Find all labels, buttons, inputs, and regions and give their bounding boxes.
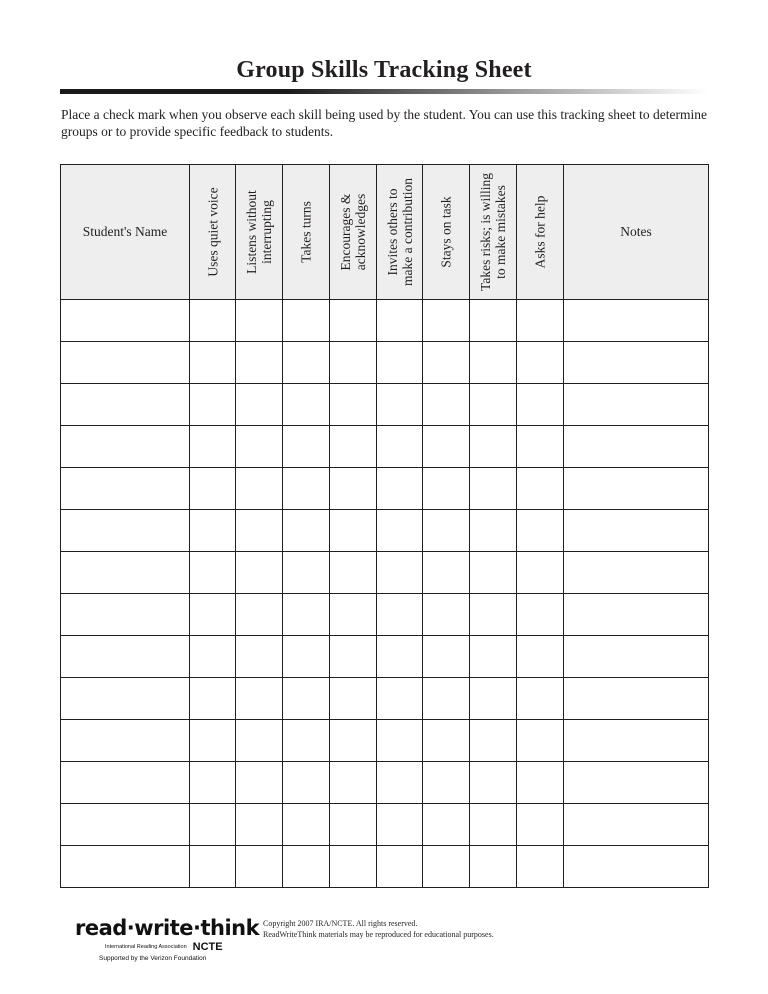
title-rule — [60, 89, 708, 94]
notes-cell[interactable] — [564, 510, 709, 552]
check-cell[interactable] — [190, 510, 236, 552]
student-name-cell[interactable] — [61, 384, 190, 426]
table-row — [61, 846, 709, 888]
check-cell[interactable] — [377, 594, 423, 636]
check-cell[interactable] — [423, 636, 470, 678]
check-cell[interactable] — [236, 594, 283, 636]
check-cell[interactable] — [517, 804, 564, 846]
ncte-logo-text: NCTE — [192, 941, 223, 953]
student-name-cell[interactable] — [61, 846, 190, 888]
check-cell[interactable] — [330, 594, 377, 636]
check-cell[interactable] — [236, 468, 283, 510]
check-cell[interactable] — [283, 342, 330, 384]
tracking-table — [60, 164, 709, 888]
check-cell[interactable] — [330, 846, 377, 888]
check-cell[interactable] — [330, 468, 377, 510]
student-name-cell[interactable] — [61, 594, 190, 636]
skill-header-label: Uses quiet voice — [205, 187, 220, 277]
check-cell[interactable] — [423, 762, 470, 804]
notes-cell[interactable] — [564, 594, 709, 636]
check-cell[interactable] — [423, 804, 470, 846]
check-cell[interactable] — [377, 300, 423, 342]
check-cell[interactable] — [330, 384, 377, 426]
check-cell[interactable] — [517, 762, 564, 804]
skill-header-quiet-voice — [190, 165, 236, 300]
check-cell[interactable] — [236, 636, 283, 678]
check-cell[interactable] — [377, 720, 423, 762]
check-cell[interactable] — [190, 636, 236, 678]
check-cell[interactable] — [423, 720, 470, 762]
notes-header: Notes — [564, 165, 709, 300]
notes-cell[interactable] — [564, 636, 709, 678]
check-cell[interactable] — [377, 426, 423, 468]
check-cell[interactable] — [377, 804, 423, 846]
check-cell[interactable] — [283, 510, 330, 552]
check-cell[interactable] — [283, 678, 330, 720]
check-cell[interactable] — [236, 804, 283, 846]
check-cell[interactable] — [330, 300, 377, 342]
check-cell[interactable] — [190, 300, 236, 342]
check-cell[interactable] — [283, 552, 330, 594]
check-cell[interactable] — [283, 846, 330, 888]
check-cell[interactable] — [190, 678, 236, 720]
check-cell[interactable] — [377, 762, 423, 804]
table-row — [61, 342, 709, 384]
check-cell[interactable] — [470, 804, 517, 846]
table-row — [61, 762, 709, 804]
check-cell[interactable] — [330, 636, 377, 678]
check-cell[interactable] — [423, 426, 470, 468]
check-cell[interactable] — [236, 678, 283, 720]
check-cell[interactable] — [470, 300, 517, 342]
table-row — [61, 636, 709, 678]
check-cell[interactable] — [470, 552, 517, 594]
skill-header-label: Takes turns — [298, 201, 314, 263]
check-cell[interactable] — [283, 804, 330, 846]
table-row — [61, 594, 709, 636]
logo-partners — [105, 941, 235, 953]
notes-cell[interactable] — [564, 846, 709, 888]
check-cell[interactable] — [236, 846, 283, 888]
check-cell[interactable] — [283, 720, 330, 762]
copyright-line: Copyright 2007 IRA/NCTE. All rights reserved. — [263, 919, 418, 928]
check-cell[interactable] — [330, 510, 377, 552]
table-row — [61, 384, 709, 426]
check-cell[interactable] — [517, 720, 564, 762]
skill-header-label: Takes risks; is willing to make mistakes — [478, 173, 508, 291]
check-cell[interactable] — [236, 762, 283, 804]
notes-cell[interactable] — [564, 552, 709, 594]
check-cell[interactable] — [330, 426, 377, 468]
check-cell[interactable] — [236, 426, 283, 468]
check-cell[interactable] — [517, 510, 564, 552]
skill-header-takes-risks — [470, 165, 517, 300]
student-name-cell[interactable] — [61, 720, 190, 762]
check-cell[interactable] — [517, 384, 564, 426]
check-cell[interactable] — [470, 720, 517, 762]
check-cell[interactable] — [283, 762, 330, 804]
check-cell[interactable] — [330, 762, 377, 804]
check-cell[interactable] — [236, 720, 283, 762]
table-row — [61, 468, 709, 510]
check-cell[interactable] — [470, 636, 517, 678]
notes-cell[interactable] — [564, 300, 709, 342]
skill-header-encourages — [330, 165, 377, 300]
check-cell[interactable] — [377, 846, 423, 888]
check-cell[interactable] — [190, 720, 236, 762]
student-name-header: Student's Name — [61, 165, 190, 300]
notes-cell[interactable] — [564, 678, 709, 720]
check-cell[interactable] — [377, 342, 423, 384]
check-cell[interactable] — [330, 804, 377, 846]
skill-header-listens — [236, 165, 283, 300]
table-row — [61, 300, 709, 342]
check-cell[interactable] — [190, 804, 236, 846]
check-cell[interactable] — [377, 468, 423, 510]
supported-by-text: Supported by the Verizon Foundation — [99, 955, 207, 962]
check-cell[interactable] — [190, 762, 236, 804]
check-cell[interactable] — [330, 552, 377, 594]
check-cell[interactable] — [190, 594, 236, 636]
check-cell[interactable] — [190, 552, 236, 594]
check-cell[interactable] — [517, 552, 564, 594]
student-name-cell[interactable] — [61, 636, 190, 678]
instructions-text: Place a check mark when you observe each skill being used by the student. You can use this tracking sheet to determine groups or to provide specific feedback to students. — [61, 107, 707, 139]
notes-cell[interactable] — [564, 342, 709, 384]
check-cell[interactable] — [423, 846, 470, 888]
student-name-cell[interactable] — [61, 300, 190, 342]
student-name-cell[interactable] — [61, 678, 190, 720]
check-cell[interactable] — [470, 342, 517, 384]
skill-header-asks-for-help — [517, 165, 564, 300]
check-cell[interactable] — [236, 300, 283, 342]
check-cell[interactable] — [236, 384, 283, 426]
check-cell[interactable] — [236, 552, 283, 594]
table-row — [61, 426, 709, 468]
check-cell[interactable] — [330, 678, 377, 720]
check-cell[interactable] — [517, 468, 564, 510]
ira-logo-text: International Reading Association — [105, 944, 187, 950]
header-row — [61, 165, 709, 300]
check-cell[interactable] — [517, 846, 564, 888]
check-cell[interactable] — [283, 594, 330, 636]
check-cell[interactable] — [377, 384, 423, 426]
check-cell[interactable] — [470, 468, 517, 510]
table-body — [61, 300, 709, 888]
check-cell[interactable] — [423, 468, 470, 510]
skill-header-label: Invites others to make a contribution — [384, 178, 415, 286]
check-cell[interactable] — [517, 594, 564, 636]
check-cell[interactable] — [470, 594, 517, 636]
check-cell[interactable] — [330, 342, 377, 384]
check-cell[interactable] — [470, 510, 517, 552]
check-cell[interactable] — [377, 636, 423, 678]
check-cell[interactable] — [423, 510, 470, 552]
page-title: Group Skills Tracking Sheet — [236, 57, 532, 83]
student-name-cell[interactable] — [61, 468, 190, 510]
check-cell[interactable] — [423, 552, 470, 594]
skill-header-invites-others — [377, 165, 423, 300]
check-cell[interactable] — [283, 384, 330, 426]
check-cell[interactable] — [423, 594, 470, 636]
skill-header-label: Asks for help — [532, 195, 548, 269]
table-row — [61, 510, 709, 552]
check-cell[interactable] — [517, 300, 564, 342]
check-cell[interactable] — [236, 510, 283, 552]
check-cell[interactable] — [377, 678, 423, 720]
check-cell[interactable] — [377, 510, 423, 552]
check-cell[interactable] — [236, 342, 283, 384]
notes-cell[interactable] — [564, 468, 709, 510]
check-cell[interactable] — [517, 342, 564, 384]
check-cell[interactable] — [283, 300, 330, 342]
student-name-cell[interactable] — [61, 804, 190, 846]
table-row — [61, 720, 709, 762]
reproduction-line: ReadWriteThink materials may be reproduced for educational purposes. — [263, 930, 494, 939]
check-cell[interactable] — [190, 384, 236, 426]
check-cell[interactable] — [283, 468, 330, 510]
skill-header-takes-turns — [283, 165, 330, 300]
table-row — [61, 678, 709, 720]
check-cell[interactable] — [190, 426, 236, 468]
check-cell[interactable] — [283, 636, 330, 678]
student-name-cell[interactable] — [61, 342, 190, 384]
student-name-cell[interactable] — [61, 426, 190, 468]
check-cell[interactable] — [377, 552, 423, 594]
student-name-cell[interactable] — [61, 552, 190, 594]
notes-cell[interactable] — [564, 426, 709, 468]
check-cell[interactable] — [517, 636, 564, 678]
check-cell[interactable] — [190, 342, 236, 384]
check-cell[interactable] — [330, 720, 377, 762]
skill-header-label: Listens without interrupting — [244, 190, 274, 274]
check-cell[interactable] — [470, 384, 517, 426]
check-cell[interactable] — [423, 300, 470, 342]
check-cell[interactable] — [470, 762, 517, 804]
check-cell[interactable] — [190, 846, 236, 888]
skill-header-stays-on-task — [423, 165, 470, 300]
check-cell[interactable] — [283, 426, 330, 468]
logo-wordmark: read·write·think — [75, 916, 260, 940]
check-cell[interactable] — [517, 678, 564, 720]
skill-header-label: Encourages & acknowledges — [338, 193, 368, 271]
skill-header-label: Stays on task — [438, 196, 454, 268]
readwritethink-logo — [75, 916, 260, 962]
notes-cell[interactable] — [564, 720, 709, 762]
check-cell[interactable] — [517, 426, 564, 468]
student-name-cell[interactable] — [61, 762, 190, 804]
check-cell[interactable] — [470, 426, 517, 468]
student-name-cell[interactable] — [61, 510, 190, 552]
check-cell[interactable] — [423, 384, 470, 426]
notes-cell[interactable] — [564, 384, 709, 426]
check-cell[interactable] — [470, 846, 517, 888]
copyright-notice — [263, 918, 494, 940]
check-cell[interactable] — [423, 342, 470, 384]
table-row — [61, 804, 709, 846]
check-cell[interactable] — [423, 678, 470, 720]
table-row — [61, 552, 709, 594]
check-cell[interactable] — [190, 468, 236, 510]
notes-cell[interactable] — [564, 762, 709, 804]
check-cell[interactable] — [470, 678, 517, 720]
notes-cell[interactable] — [564, 804, 709, 846]
